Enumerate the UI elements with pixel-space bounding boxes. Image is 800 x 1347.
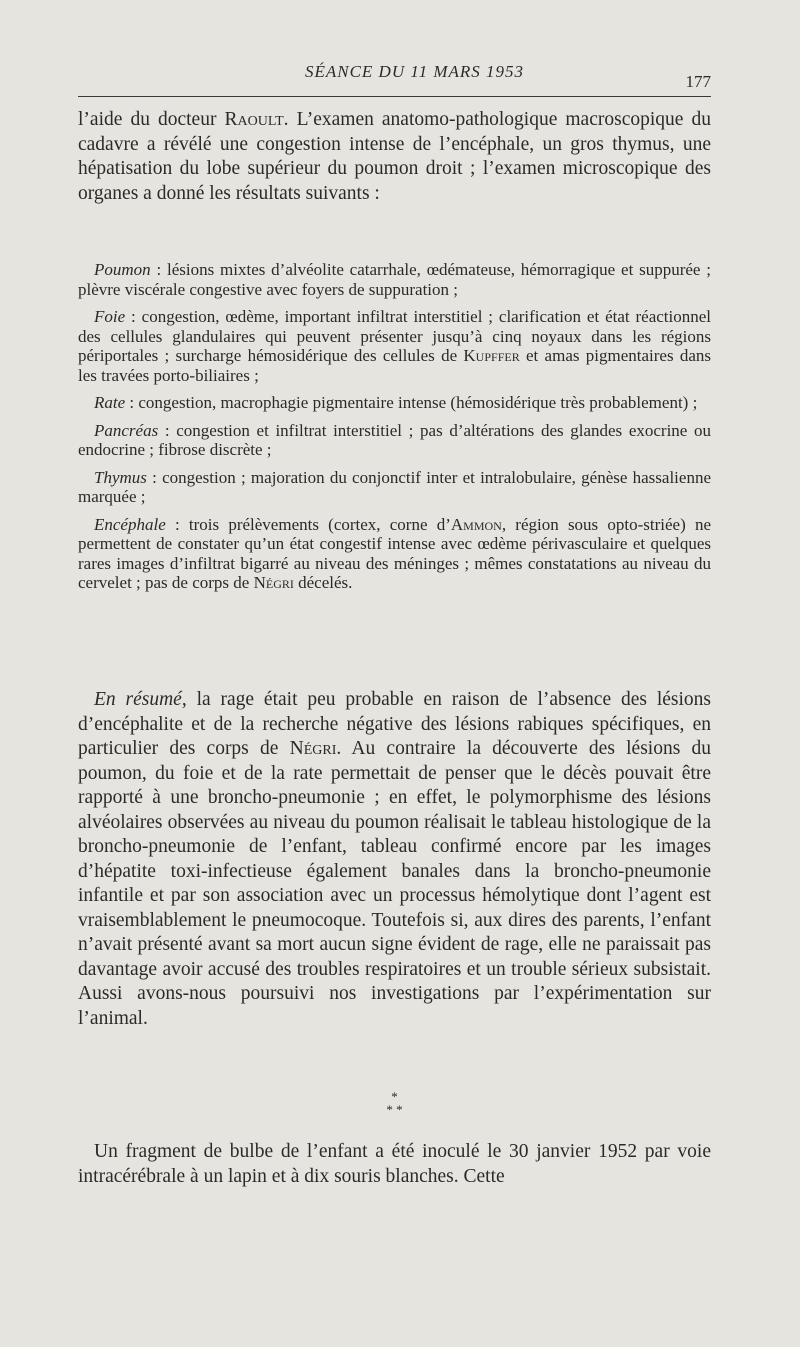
finding-poumon: [78, 260, 711, 299]
text-run: . L’examen anatomo-pathologique macroscopique du cadavre a révélé une congestion intense de l’encéphale, un gros thymus, une hépatisation du lobe supérieur du poumon droit ; l’examen microscopique des organes a donné les résultats suivants :: [78, 109, 711, 204]
author-name: Kupffer: [463, 346, 520, 365]
findings-list: [78, 260, 711, 601]
text-run: . Au contraire la découverte des lésions du poumon, du foie et de la rate permettait de penser que le décès pouvait être rapporté à une broncho-pneumonie ; en effet, le polymorphisme des lésions alvéolaires observées au niveau du poumon réalisait le tableau histologique de la broncho-pneumonie de l’enfant, tableau confirmé encore par les images d’hépatite toxi-infectieuse également banales dans la broncho-pneumonie infantile et par son association avec un processus hémolytique dont l’agent est vraisemblablement le pneumocoque. Toutefois si, aux dires des parents, l’enfant n’avait présenté avant sa mort aucun signe évident de rage, elle ne paraissait pas davantage avoir accusé des troubles respiratoires et un trouble sérieux subsistait. Aussi avons-nous poursuivi nos investigations par l’expérimentation sur l’animal.: [78, 738, 712, 1029]
finding-text: et amas pigmentaires dans les travées porto-biliaires ;: [78, 346, 711, 385]
text-run: , la rage était peu probable en raison de l’absence des lésions d’encéphalite et de la recherche négative des lésions rabiques spécifiques, en particulier des corps de: [78, 689, 711, 759]
paragraph-autopsy-text: [78, 108, 711, 206]
finding-encephale: [78, 515, 711, 593]
finding-pancreas: [78, 421, 711, 460]
paragraph-summary: [78, 688, 711, 1031]
finding-rate: [78, 393, 711, 413]
organ-name: Poumon: [94, 260, 151, 279]
summary-lead: En résumé: [94, 689, 182, 710]
finding-text: décelés.: [293, 573, 353, 592]
organ-name: Foie: [94, 307, 126, 326]
finding-text: : trois prélèvements (cortex, corne d’: [165, 514, 451, 534]
finding-foie: [78, 307, 711, 385]
separator-stars-bottom: * *: [386, 1102, 403, 1117]
section-separator: [78, 1090, 711, 1116]
paragraph-autopsy: [78, 108, 711, 206]
paragraph-experiment-text: Un fragment de bulbe de l’enfant a été inoculé le 30 janvier 1952 par voie intracérébrale à un lapin et à dix souris blanches. Cette: [78, 1141, 711, 1187]
organ-name: Pancréas: [94, 420, 159, 440]
finding-text: : congestion, œdème, important infiltrat interstitiel ; clarification et état réactionnel des cellules glandulaires qui peuvent présenter jusqu’à cinq noyaux dans les régions périportales ; surcharge hémosidérique des cellules de: [78, 307, 711, 365]
finding-text: , région sous opto-striée) ne permettent de constater qu’un état congestif intense avec œdème périvasculaire et quelques rares images d’infiltrat bigarré au niveau des méninges ; mêmes constatations au niveau du cervelet ; pas de corps de: [78, 514, 711, 592]
organ-name: Encéphale: [94, 514, 166, 534]
organ-name: Thymus: [94, 467, 147, 487]
author-name: Ammon: [450, 514, 502, 534]
header-rule: [78, 96, 711, 97]
page-header: [78, 62, 711, 94]
paragraph-experiment: [78, 1140, 711, 1189]
running-title: SÉANCE DU 11 MARS 1953: [304, 62, 525, 81]
author-name: Négri: [289, 738, 337, 759]
page-number: 177: [685, 72, 711, 91]
paragraph-summary-text: [78, 688, 711, 1031]
organ-name: Rate: [94, 393, 126, 412]
finding-text: : congestion et infiltrat interstitiel ; pas d’altérations des glandes exocrine ou endocrine ; fibrose discrète ;: [78, 420, 711, 459]
author-name: Négri: [253, 573, 294, 592]
finding-text: : congestion, macrophagie pigmentaire intense (hémosidérique très probablement) ;: [125, 393, 698, 412]
finding-text: : lésions mixtes d’alvéolite catarrhale, œdémateuse, hémorragique et suppurée ; plèvre viscérale congestive avec foyers de suppuration ;: [78, 260, 711, 299]
text-run: l’aide du docteur: [78, 109, 225, 130]
author-name: Raoult: [224, 109, 284, 130]
finding-text: : congestion ; majoration du conjonctif inter et intralobulaire, génèse hassalienne marquée ;: [78, 467, 711, 506]
separator-star-top: *: [391, 1089, 398, 1104]
finding-thymus: [78, 468, 711, 507]
